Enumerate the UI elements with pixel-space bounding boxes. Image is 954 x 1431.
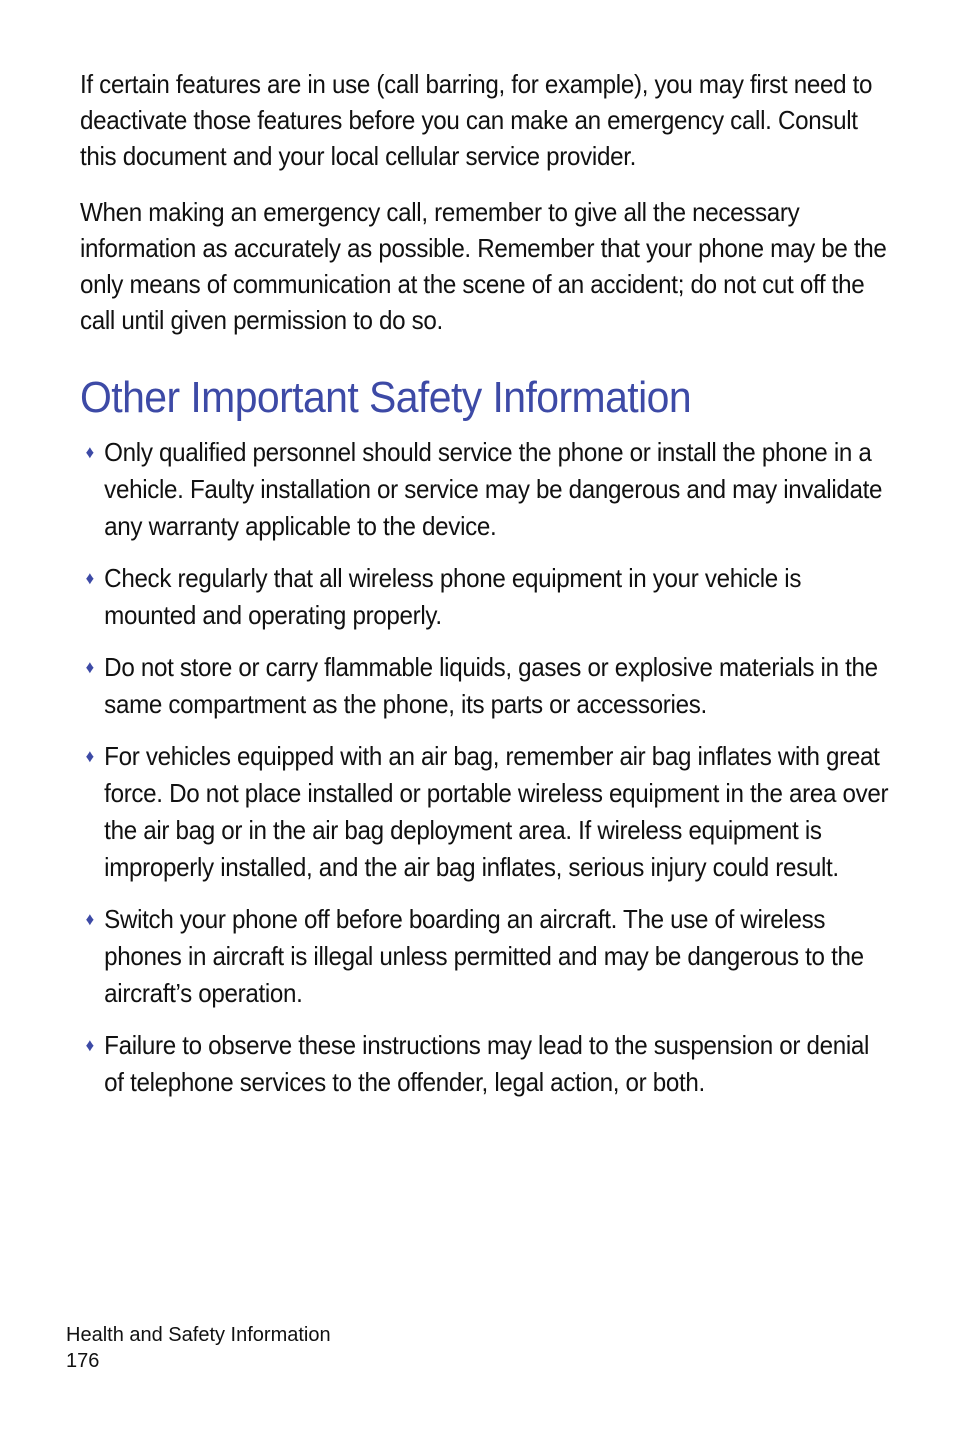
list-item-text: Switch your phone off before boarding an aircraft. The use of wireless phones in aircraft is illegal unless permitted and may be dangerous to the aircraft’s operation. (104, 904, 864, 1008)
safety-bullet-list (80, 434, 890, 1101)
list-item-text: Check regularly that all wireless phone equipment in your vehicle is mounted and operating properly. (104, 563, 802, 630)
page-number: 176 (66, 1350, 100, 1372)
list-item-text: Do not store or carry flammable liquids, gases or explosive materials in the same compartment as the phone, its parts or accessories. (104, 652, 878, 719)
diamond-bullet-icon: ♦ (85, 657, 94, 677)
list-item (80, 649, 890, 723)
section-heading: Other Important Safety Information (80, 373, 692, 422)
intro-paragraph-2: When making an emergency call, remember to give all the necessary information as accurately as possible. Remember that your phone may be the only means of communication at the scene of an accident; do not cut off the call until given permission to do so. (80, 197, 887, 335)
page-content (80, 66, 890, 1116)
diamond-bullet-icon: ♦ (85, 909, 94, 929)
list-item-text: Only qualified personnel should service the phone or install the phone in a vehicle. Faulty installation or service may be dangerous and may invalidate any warranty applicable to the device. (104, 437, 883, 541)
list-item-text: Failure to observe these instructions may lead to the suspension or denial of telephone services to the offender, legal action, or both. (104, 1030, 870, 1097)
footer-section-name: Health and Safety Information (66, 1324, 331, 1346)
list-item (80, 901, 890, 1012)
diamond-bullet-icon: ♦ (85, 442, 94, 462)
intro-paragraph-1: If certain features are in use (call barring, for example), you may first need to deactivate those features before you can make an emergency call. Consult this document and your local cellular service provider. (80, 69, 873, 171)
list-item (80, 560, 890, 634)
list-item (80, 738, 890, 886)
diamond-bullet-icon: ♦ (85, 1035, 94, 1055)
list-item (80, 434, 890, 545)
diamond-bullet-icon: ♦ (85, 746, 94, 766)
page-footer (66, 1322, 331, 1374)
diamond-bullet-icon: ♦ (85, 568, 94, 588)
list-item (80, 1027, 890, 1101)
list-item-text: For vehicles equipped with an air bag, remember air bag inflates with great force. Do not place installed or portable wireless equipment in the area over the air bag or in the air bag deployment area. If wireless equipment is improperly installed, and the air bag inflates, serious injury could result. (104, 741, 889, 882)
